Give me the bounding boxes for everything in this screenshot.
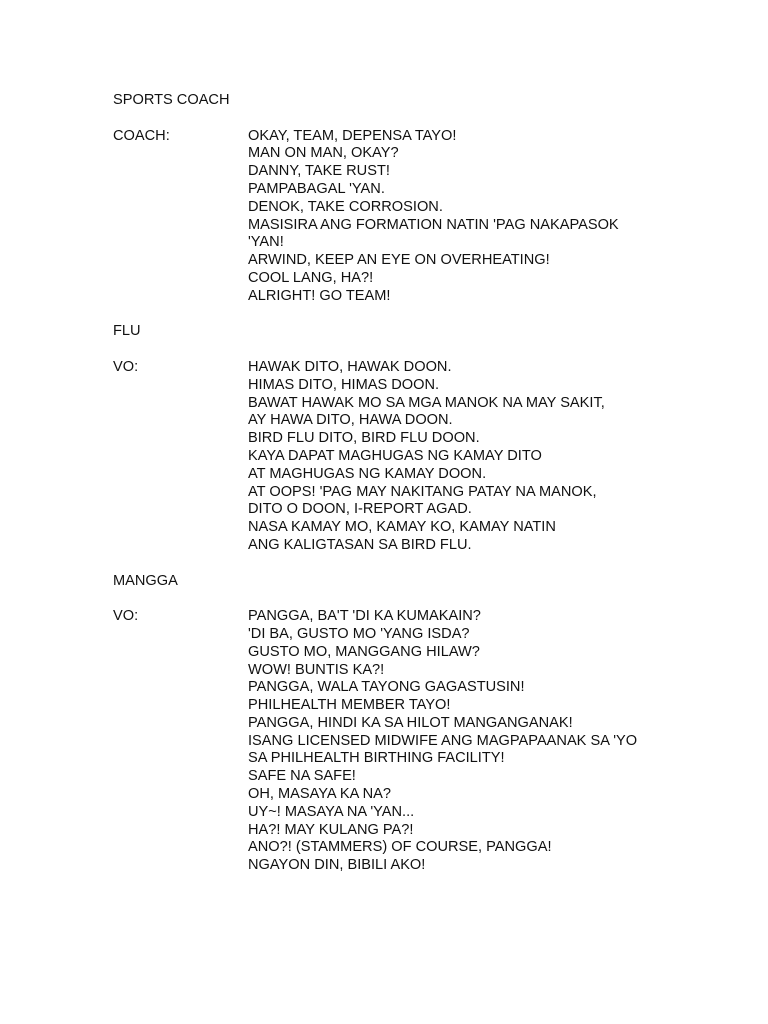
dialogue-line: HA?! MAY KULANG PA?! [248,821,414,838]
dialogue-line: UY~! MASAYA NA 'YAN... [248,803,415,820]
dialogue-line: PANGGA, BA'T 'DI KA KUMAKAIN? [248,608,481,625]
dialogue-line: MASISIRA ANG FORMATION NATIN 'PAG NAKAPASOK [248,216,619,233]
dialogue-line: NGAYON DIN, BIBILI AKO! [248,857,426,874]
script-section [113,92,713,323]
dialogue-line: AT OOPS! 'PAG MAY NAKITANG PATAY NA MANOK, [248,483,597,500]
dialogue-line: PANGGA, WALA TAYONG GAGASTUSIN! [248,679,525,696]
speaker-label: VO: [113,608,139,625]
script-section [113,323,713,572]
dialogue-line: SAFE NA SAFE! [248,768,356,785]
blank-line [113,110,713,128]
dialogue-line: NASA KAMAY MO, KAMAY KO, KAMAY NATIN [248,519,556,536]
dialogue-line: ALRIGHT! GO TEAM! [248,287,391,304]
blank-line [113,590,713,608]
dialogue-line: BAWAT HAWAK MO SA MGA MANOK NA MAY SAKIT, [248,394,605,411]
dialogue-block [113,608,713,875]
dialogue-line: MAN ON MAN, OKAY? [248,145,399,162]
section-title: MANGGA [113,572,178,589]
script-document [113,92,713,875]
dialogue-line: SA PHILHEALTH BIRTHING FACILITY! [248,750,505,767]
script-section [113,573,713,876]
dialogue-lines [248,608,713,875]
dialogue-line: ISANG LICENSED MIDWIFE ANG MAGPAPAANAK SA 'YO [248,732,638,749]
speaker-label: COACH: [113,127,170,144]
dialogue-line: ARWIND, KEEP AN EYE ON OVERHEATING! [248,252,550,269]
dialogue-lines [248,128,713,306]
dialogue-line: GUSTO MO, MANGGANG HILAW? [248,643,480,660]
dialogue-line: PHILHEALTH MEMBER TAYO! [248,697,451,714]
speaker-label: VO: [113,358,139,375]
dialogue-line: ANO?! (STAMMERS) OF COURSE, PANGGA! [248,839,552,856]
dialogue-line: ANG KALIGTASAN SA BIRD FLU. [248,536,472,553]
dialogue-line: KAYA DAPAT MAGHUGAS NG KAMAY DITO [248,447,542,464]
dialogue-line: DITO O DOON, I-REPORT AGAD. [248,501,472,518]
dialogue-line: HIMAS DITO, HIMAS DOON. [248,376,440,393]
dialogue-line: HAWAK DITO, HAWAK DOON. [248,358,452,375]
dialogue-line: BIRD FLU DITO, BIRD FLU DOON. [248,430,480,447]
blank-line [113,341,713,359]
dialogue-lines [248,359,713,555]
dialogue-block [113,359,713,555]
dialogue-line: PANGGA, HINDI KA SA HILOT MANGANGANAK! [248,714,573,731]
blank-line [113,306,713,324]
dialogue-line: AY HAWA DITO, HAWA DOON. [248,412,453,429]
dialogue-line: PAMPABAGAL 'YAN. [248,180,385,197]
dialogue-line: OH, MASAYA KA NA? [248,786,392,803]
section-title: SPORTS COACH [113,92,230,108]
dialogue-block [113,128,713,306]
dialogue-line: DANNY, TAKE RUST! [248,163,390,180]
blank-line [113,555,713,573]
dialogue-line: OKAY, TEAM, DEPENSA TAYO! [248,127,457,144]
dialogue-line: 'YAN! [248,234,284,251]
dialogue-line: 'DI BA, GUSTO MO 'YANG ISDA? [248,625,470,642]
dialogue-line: COOL LANG, HA?! [248,269,374,286]
dialogue-line: AT MAGHUGAS NG KAMAY DOON. [248,465,487,482]
dialogue-line: WOW! BUNTIS KA?! [248,661,385,678]
dialogue-line: DENOK, TAKE CORROSION. [248,198,443,215]
section-title: FLU [113,323,141,340]
